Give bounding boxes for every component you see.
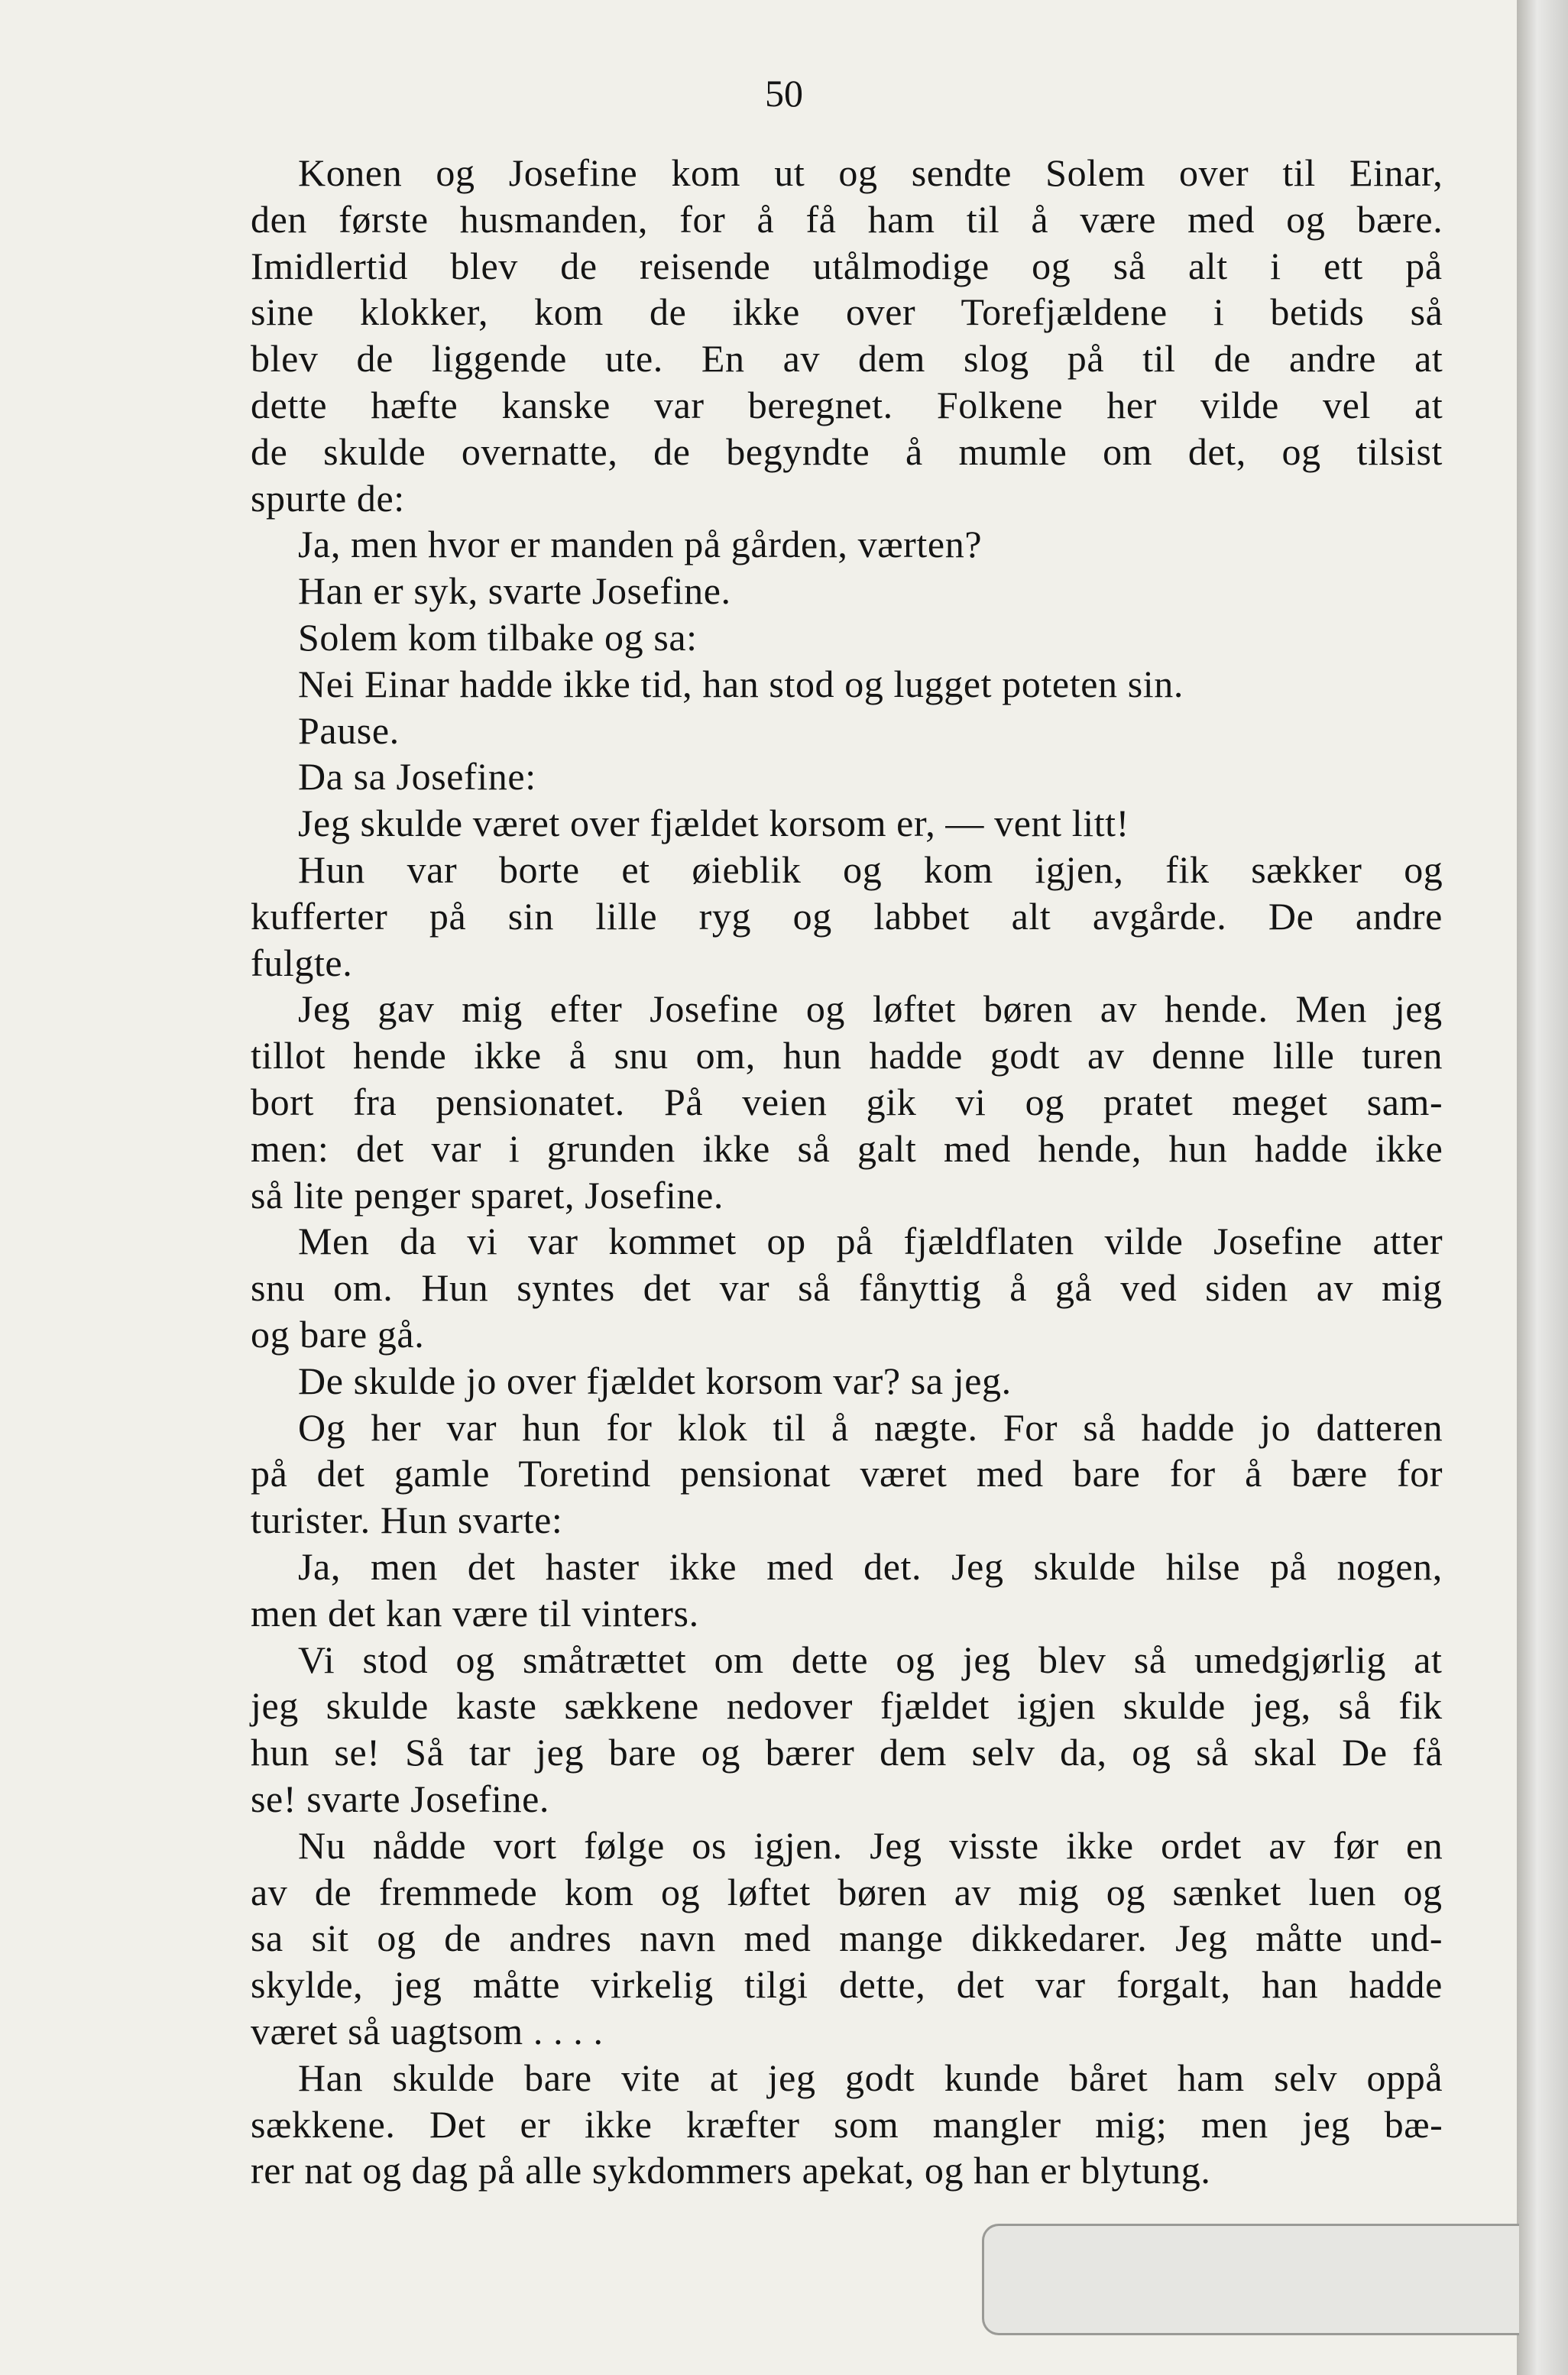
- text-line: Da sa Josefine:: [298, 755, 536, 799]
- text-line: turister. Hun svarte:: [251, 1499, 563, 1542]
- text-line: av de fremmede kom og løftet børen av mig og sænket luen og: [251, 1870, 1443, 1913]
- text-line: Nei Einar hadde ikke tid, han stod og lugget poteten sin.: [298, 662, 1184, 705]
- page-number: 50: [765, 72, 803, 115]
- text-line: skylde, jeg måtte virkelig tilgi dette, det var forgalt, han hadde: [251, 1963, 1443, 2007]
- text-line: hun se! Så tar jeg bare og bærer dem selv da, og så skal De få: [251, 1731, 1443, 1774]
- text-line: Nu nådde vort følge os igjen. Jeg visste ikke ordet av før en: [298, 1823, 1443, 1867]
- text-line: Men da vi var kommet op på fjældflaten vilde Josefine atter: [298, 1220, 1443, 1263]
- text-line: Ja, men det haster ikke med det. Jeg skulde hilse på nogen,: [298, 1545, 1443, 1588]
- text-line: Solem kom tilbake og sa:: [298, 616, 698, 659]
- text-line: De skulde jo over fjældet korsom var? sa jeg.: [298, 1359, 1012, 1402]
- text-line: Jeg gav mig efter Josefine og løftet børen av hende. Men jeg: [298, 987, 1443, 1031]
- text-line: fulgte.: [251, 941, 353, 984]
- text-line: på det gamle Toretind pensionat været med bare for å bære for: [251, 1452, 1443, 1495]
- text-line: sine klokker, kom de ikke over Torefjældene i betids så: [251, 290, 1443, 334]
- text-line: så lite penger sparet, Josefine.: [251, 1173, 724, 1217]
- text-line: Og her var hun for klok til å nægte. For så hadde jo datteren: [298, 1405, 1443, 1449]
- text-line: jeg skulde kaste sækkene nedover fjældet igjen skulde jeg, så fik: [251, 1684, 1443, 1728]
- text-line: men det kan være til vinters.: [251, 1591, 699, 1635]
- text-line: blev de liggende ute. En av dem slog på til de andre at: [251, 337, 1443, 381]
- text-line: Pause.: [298, 708, 400, 752]
- text-line: kufferter på sin lille ryg og labbet alt avgårde. De andre: [251, 894, 1443, 938]
- text-line: Vi stod og småtrættet om dette og jeg blev så umedgjørlig at: [298, 1638, 1443, 1681]
- text-line: Han skulde bare vite at jeg godt kunde båret ham selv oppå: [298, 2056, 1443, 2099]
- text-line: snu om. Hun syntes det var så fånyttig å gå ved siden av mig: [251, 1266, 1443, 1310]
- text-line: tillot hende ikke å snu om, hun hadde godt av denne lille turen: [251, 1034, 1443, 1077]
- text-line: rer nat og dag på alle sykdommers apekat, og han er blytung.: [251, 2149, 1211, 2192]
- text-line: spurte de:: [251, 476, 405, 520]
- text-line: dette hæfte kanske var beregnet. Folkene her vilde vel at: [251, 384, 1443, 426]
- text-line: Han er syk, svarte Josefine.: [298, 569, 731, 613]
- text-line: og bare gå.: [251, 1313, 425, 1356]
- text-line: Konen og Josefine kom ut og sendte Solem over til Einar,: [298, 151, 1443, 194]
- text-line: den første husmanden, for å få ham til å være med og bære.: [251, 197, 1443, 241]
- text-line: bort fra pensionatet. På veien gik vi og pratet meget sam-: [251, 1081, 1443, 1123]
- text-line: de skulde overnatte, de begyndte å mumle om det, og tilsist: [251, 429, 1443, 473]
- text-line: Hun var borte et øieblik og kom igjen, fik sækker og: [298, 848, 1443, 891]
- text-line: men: det var i grunden ikke så galt med hende, hun hadde ikke: [251, 1126, 1443, 1170]
- text-line: sækkene. Det er ikke kræfter som mangler mig; men jeg bæ-: [251, 2102, 1443, 2146]
- page-edge: [1517, 0, 1568, 2375]
- text-line: været så uagtsom . . . .: [251, 2010, 604, 2053]
- text-line: se! svarte Josefine.: [251, 1777, 550, 1820]
- text-line: Imidlertid blev de reisende utålmodige og så alt i ett på: [251, 244, 1443, 287]
- page-tab: [982, 2224, 1519, 2335]
- text-line: sa sit og de andres navn med mange dikkedarer. Jeg måtte und-: [251, 1917, 1443, 1960]
- text-line: Ja, men hvor er manden på gården, værten?: [298, 523, 983, 566]
- text-line: Jeg skulde været over fjældet korsom er, — vent litt!: [298, 802, 1129, 845]
